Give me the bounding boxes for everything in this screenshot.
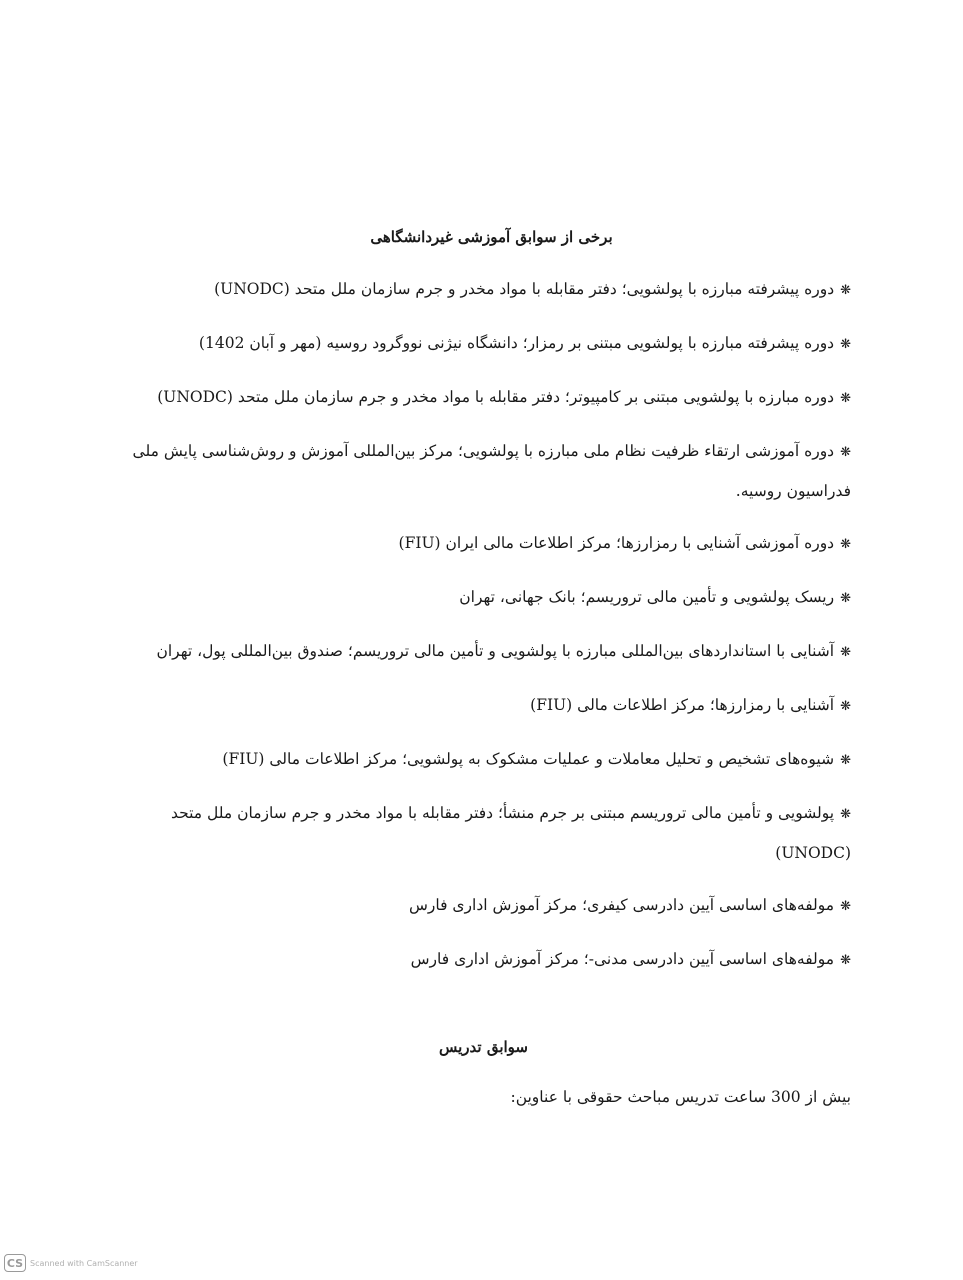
teaching-intro-text: بیش از 300 ساعت تدریس مباحث حقوقی با عناوین: [510,1088,851,1106]
bullet-icon: ❋ [840,391,851,406]
section-title-non-academic-training: برخی از سوابق آموزشی غیردانشگاهی [370,228,613,246]
bullet-icon: ❋ [840,953,851,968]
watermark-text: Scanned with CamScanner [30,1258,138,1268]
list-item: ❋دوره آموزشی آشنایی با رمزارزها؛ مرکز اطلاعات مالی ایران (FIU) [111,524,851,564]
bullet-icon: ❋ [840,699,851,714]
list-item: ❋دوره مبارزه با پولشویی مبتنی بر کامپیوتر؛ دفتر مقابله با مواد مخدر و جرم سازمان ملل متحد (UNODC) [111,378,851,418]
list-item: ❋دوره پیشرفته مبارزه با پولشویی؛ دفتر مقابله با مواد مخدر و جرم سازمان ملل متحد (UNODC) [111,270,851,310]
list-item: ❋ریسک پولشویی و تأمین مالی تروریسم؛ بانک جهانی، تهران [111,578,851,618]
list-item: ❋آشنایی با رمزارزها؛ مرکز اطلاعات مالی (FIU) [111,686,851,726]
bullet-icon: ❋ [840,753,851,768]
list-item: ❋شیوه‌های تشخیص و تحلیل معاملات و عملیات مشکوک به پولشویی؛ مرکز اطلاعات مالی (FIU) [111,740,851,780]
bullet-icon: ❋ [840,807,851,822]
list-item: ❋دوره آموزشی ارتقاء ظرفیت نظام ملی مبارزه با پولشویی؛ مرکز بین‌المللی آموزش و روش‌شناسی پایش ملی فدراسیون روسیه. [111,432,851,510]
bullet-icon: ❋ [840,645,851,660]
bullet-icon: ❋ [840,445,851,460]
scanner-watermark [4,1254,138,1272]
bullet-icon: ❋ [840,591,851,606]
list-item: ❋مولفه‌های اساسی آیین دادرسی مدنی-؛ مرکز آموزش اداری فارس [111,940,851,980]
list-item: ❋پولشویی و تأمین مالی تروریسم مبتنی بر جرم منشأ؛ دفتر مقابله با مواد مخدر و جرم سازمان ملل متحد (UNODC) [111,794,851,872]
training-list [111,270,851,994]
bullet-icon: ❋ [840,537,851,552]
camscanner-logo-icon: CS [4,1254,26,1272]
bullet-icon: ❋ [840,899,851,914]
list-item: ❋دوره پیشرفته مبارزه با پولشویی مبتنی بر رمزار؛ دانشگاه نیژنی نووگرود روسیه (مهر و آبان 1402) [111,324,851,364]
list-item: ❋آشنایی با استانداردهای بین‌المللی مبارزه با پولشویی و تأمین مالی تروریسم؛ صندوق بین‌المللی پول، تهران [111,632,851,672]
section-title-teaching-history: سوابق تدریس [439,1038,528,1056]
bullet-icon: ❋ [840,283,851,298]
list-item: ❋مولفه‌های اساسی آیین دادرسی کیفری؛ مرکز آموزش اداری فارس [111,886,851,926]
bullet-icon: ❋ [840,337,851,352]
